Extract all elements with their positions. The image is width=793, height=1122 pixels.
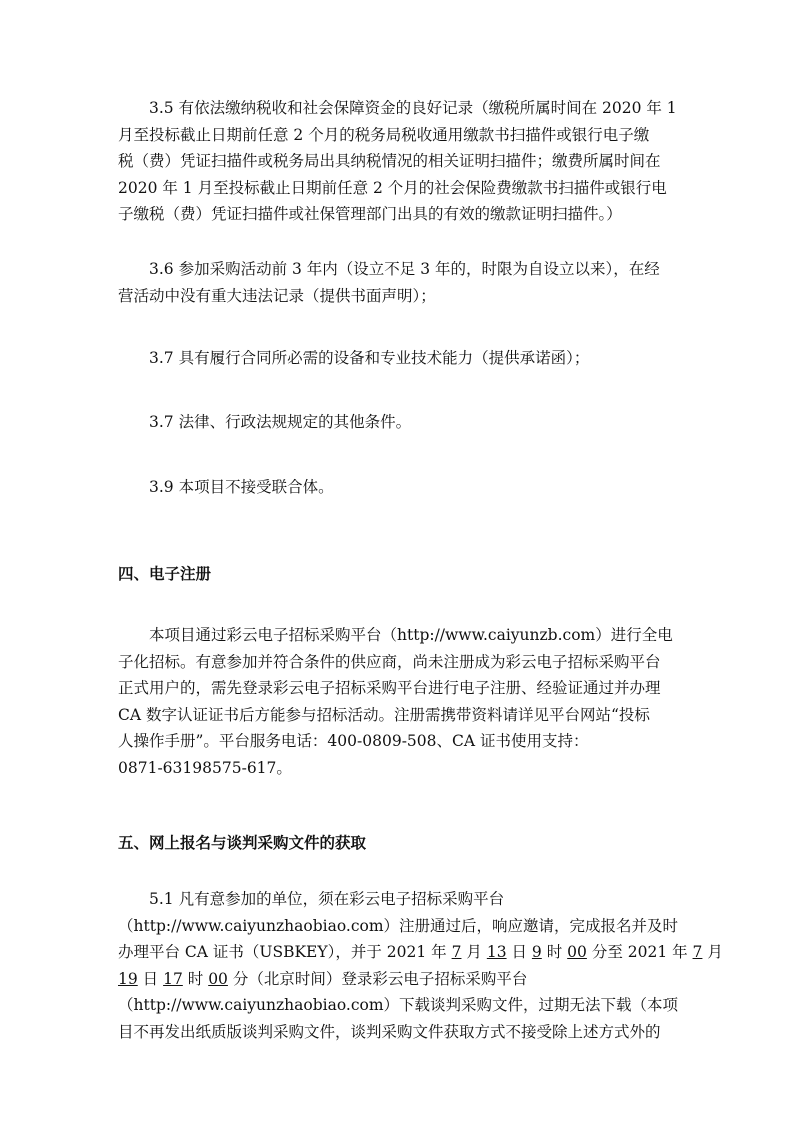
text-line: CA 数字认证证书后方能参与招标活动。注册需携带资料请详见平台网站“投标 [118,705,650,724]
text-line: 正式用户的，需先登录彩云电子招标采购平台进行电子注册、经验证通过并办理 [118,679,661,697]
clause-3-6 [118,256,678,309]
text-fragment: 月 [702,943,723,961]
text-line: 3.7 具有履行合同所必需的设备和专业技术能力（提供承诺函）； [149,349,590,367]
end-month: 7 [692,943,703,961]
text-line: 本项目通过彩云电子招标采购平台（http://www.caiyunzb.com）进行全电 [149,626,673,644]
section-4-body [118,622,678,781]
end-day: 19 [118,969,138,988]
text-fragment: 分（北京时间）登录彩云电子招标采购平台 [227,969,528,988]
text-line: 人操作手册”。平台服务电话：400-0809-508、CA 证书使用支持： [118,732,589,750]
text-fragment: 日 [506,943,532,961]
text-line: 营活动中没有重大违法记录（提供书面声明）； [118,286,436,305]
text-line: （http://www.caiyunzhaobiao.com）下载谈判采购文件，过期无法下载（本项 [118,996,679,1014]
start-minute: 00 [567,943,587,961]
section-heading: 五、网上报名与谈判采购文件的获取 [118,834,367,852]
start-day: 13 [486,943,507,961]
text-fragment: 月 [461,943,487,961]
text-line: 3.5 有依法缴纳税收和社会保障资金的良好记录（缴税所属时间在 2020 年 1 [149,99,677,117]
text-fragment: 时 [182,969,209,988]
clause-3-7-law [118,409,678,436]
text-line: 子化招标。有意参加并符合条件的供应商，尚未注册成为彩云电子招标采购平台 [118,652,661,671]
text-line: 2020 年 1 月至投标截止日期前任意 2 个月的社会保险费缴款书扫描件或银行电 [118,178,667,197]
section-4-heading [118,562,678,584]
text-line: 3.9 本项目不接受联合体。 [149,478,334,496]
start-month: 7 [451,943,462,961]
text-fragment: 分至 2021 年 [586,943,693,961]
text-line: 子缴税（费）凭证扫描件或社保管理部门出具的有效的缴款证明扫描件。） [118,205,622,223]
text-line: 0871-63198575-617。 [118,758,292,777]
clause-3-9 [118,474,678,501]
clause-3-7-capability [118,345,678,372]
text-line: 月至投标截止日期前任意 2 个月的税务局税收通用缴款书扫描件或银行电子缴 [118,125,650,144]
clause-5-1 [118,886,723,1045]
text-line: 3.6 参加采购活动前 3 年内（设立不足 3 年的，时限为自设立以来），在经 [149,260,660,278]
section-5-heading [118,831,678,853]
text-line [118,966,678,993]
text-fragment: 办理平台 CA 证书（USBKEY），并于 2021 年 [118,943,452,961]
text-fragment: 日 [137,969,164,988]
text-line: 目不再发出纸质版谈判采购文件，谈判采购文件获取方式不接受除上述方式外的 [118,1022,661,1041]
text-line: 税（费）凭证扫描件或税务局出具纳税情况的相关证明扫描件；缴费所属时间在 [118,152,661,170]
text-line: （http://www.caiyunzhaobiao.com）注册通过后，响应邀请，完成报名并及时 [118,916,679,935]
text-line [118,939,723,966]
clause-3-5 [118,95,678,228]
end-hour: 17 [163,969,183,988]
text-fragment: 时 [541,943,568,961]
start-hour: 9 [531,943,542,961]
text-line: 5.1 凡有意参加的单位，须在彩云电子招标采购平台 [149,890,505,908]
text-line: 3.7 法律、行政法规规定的其他条件。 [149,413,412,431]
end-minute: 00 [208,969,228,988]
section-heading: 四、电子注册 [118,565,212,583]
